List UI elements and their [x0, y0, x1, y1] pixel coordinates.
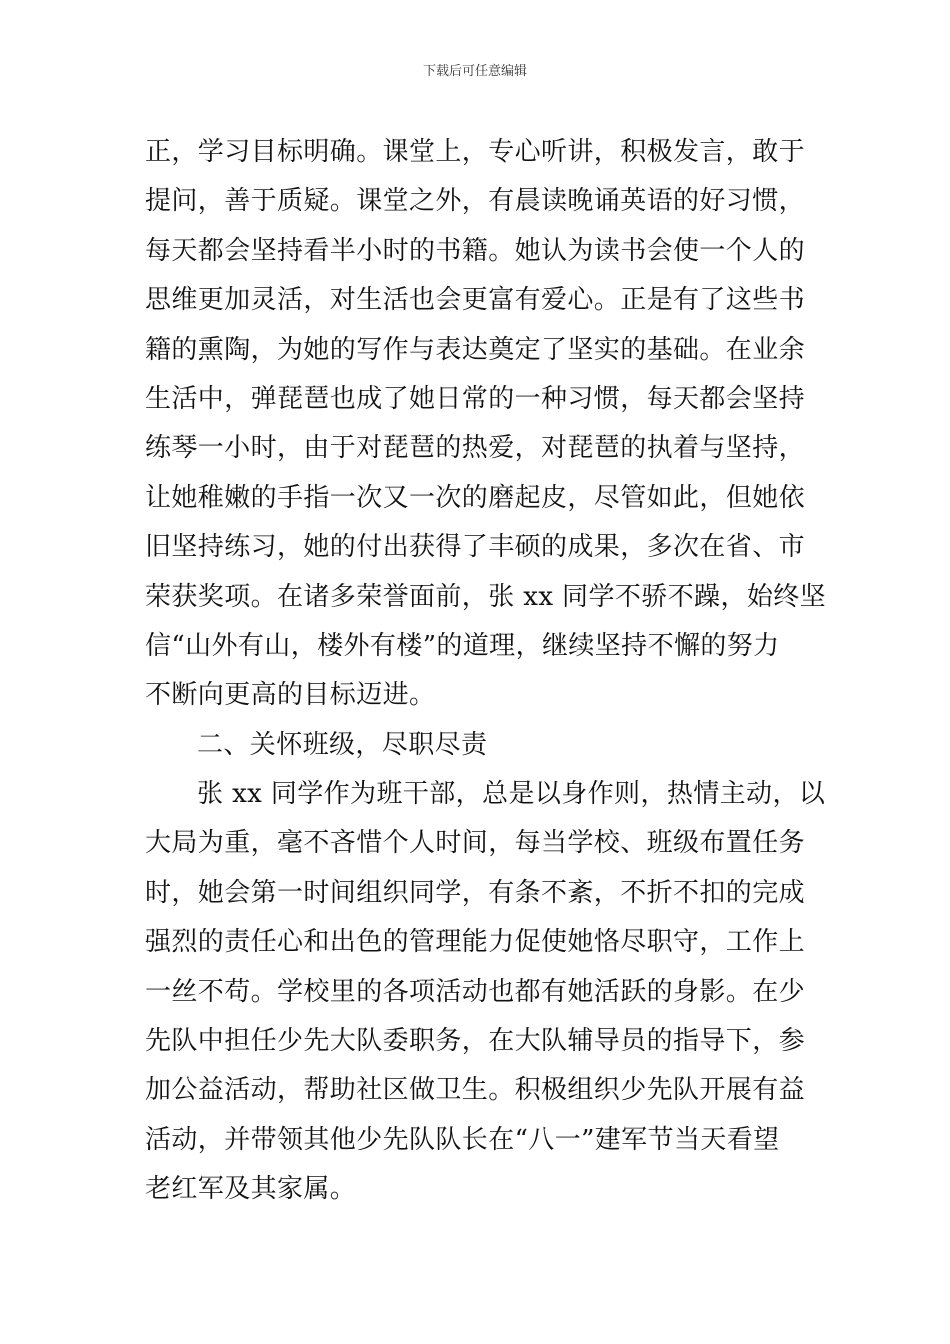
text-line: 籍的熏陶，为她的写作与表达奠定了坚实的基础。在业余 — [145, 334, 806, 365]
text-line: 练琴一小时，由于对琵琶的热爱，对琵琶的执着与坚持， — [145, 433, 806, 464]
text-line: 时，她会第一时间组织同学，有条不紊，不折不扣的完成 — [145, 877, 806, 908]
page-header: 下载后可任意编辑 — [422, 64, 527, 79]
text-line: 不断向更高的目标迈进。 — [145, 680, 436, 711]
text-line: 旧坚持练习，她的付出获得了丰硕的成果，多次在省、市 — [145, 532, 806, 563]
text-line: 活动，并带领其他少先队队长在“八一”建军节当天看望 — [145, 1124, 780, 1155]
text-line: 生活中，弹琵琶也成了她日常的一种习惯，每天都会坚持 — [145, 383, 806, 414]
text-line: 荣获奖项。在诸多荣誉面前，张 xx 同学不骄不躁，始终坚 — [145, 581, 827, 612]
text-line: 正，学习目标明确。课堂上，专心听讲，积极发言，敢于 — [145, 137, 806, 167]
text-line: 老红军及其家属。 — [145, 1174, 357, 1205]
text-line: 信“山外有山，楼外有楼”的道理，继续坚持不懈的努力 — [145, 630, 780, 661]
text-line: 让她稚嫩的手指一次又一次的磨起皮，尽管如此，但她依 — [145, 482, 806, 513]
section-heading: 二、关怀班级，尽职尽责 — [197, 729, 488, 760]
text-line: 思维更加灵活，对生活也会更富有爱心。正是有了这些书 — [145, 285, 806, 316]
text-line: 大局为重，毫不吝惜个人时间，每当学校、班级布置任务 — [145, 828, 806, 859]
text-line: 张 xx 同学作为班干部，总是以身作则，热情主动，以 — [197, 779, 826, 810]
text-line: 每天都会坚持看半小时的书籍。她认为读书会使一个人的 — [145, 235, 806, 266]
text-line: 加公益活动，帮助社区做卫生。积极组织少先队开展有益 — [145, 1075, 806, 1106]
text-line: 提问，善于质疑。课堂之外，有晨读晚诵英语的好习惯， — [145, 186, 806, 217]
text-line: 一丝不苟。学校里的各项活动也都有她活跃的身影。在少 — [145, 976, 806, 1007]
text-line: 强烈的责任心和出色的管理能力促使她恪尽职守，工作上 — [145, 927, 806, 958]
text-line: 先队中担任少先大队委职务，在大队辅导员的指导下，参 — [145, 1026, 806, 1057]
document-body — [145, 128, 827, 1215]
